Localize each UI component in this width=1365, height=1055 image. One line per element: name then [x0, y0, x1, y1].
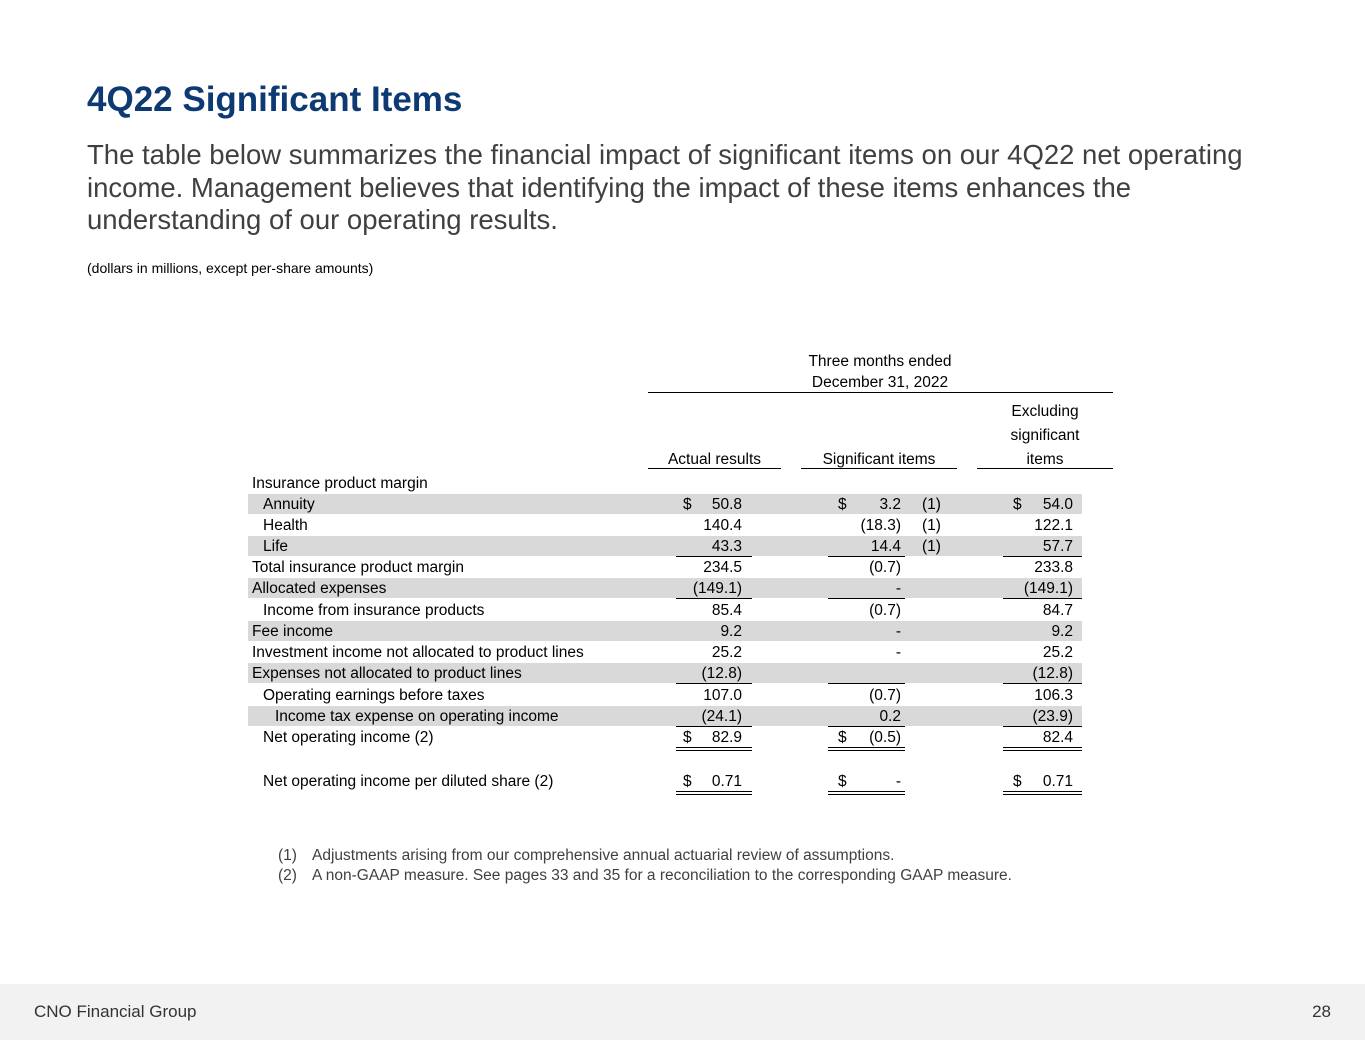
footer-bar — [0, 984, 1365, 1040]
dollar-sign: $ — [683, 773, 692, 790]
row-label: Investment income not allocated to product lines — [252, 644, 584, 661]
cell-value: 85.4 — [711, 602, 742, 619]
cell-value: 50.8 — [711, 496, 742, 513]
cell-value: (0.5) — [869, 729, 901, 746]
dollar-sign: $ — [683, 496, 692, 513]
footnote-marker: (1) — [922, 496, 941, 513]
section-label-insurance-margin: Insurance product margin — [252, 475, 428, 492]
footnote-number: (1) — [278, 847, 297, 864]
footer-page-number: 28 — [1312, 1002, 1331, 1021]
cell-underline — [676, 598, 752, 599]
cell-value: 3.2 — [879, 496, 901, 513]
footnote-marker: (1) — [922, 538, 941, 555]
dollar-sign: $ — [838, 496, 847, 513]
cell-value: (0.7) — [869, 687, 901, 704]
column-rule-significant — [801, 468, 957, 469]
row-label: Health — [263, 517, 308, 534]
cell-value: 0.71 — [1042, 773, 1073, 790]
footer-company: CNO Financial Group — [34, 1002, 197, 1021]
cell-value: - — [895, 580, 901, 597]
row-label: Annuity — [263, 496, 315, 513]
cell-value: - — [895, 773, 901, 790]
page-title: 4Q22 Significant Items — [87, 80, 463, 119]
footnote-text: A non-GAAP measure. See pages 33 and 35 for a reconciliation to the corresponding GAAP measure. — [312, 867, 1012, 884]
column-header-excluding-line3: items — [1026, 451, 1064, 468]
period-header-line1: Three months ended — [808, 353, 952, 370]
row-label: Net operating income (2) — [263, 729, 434, 746]
cell-value: 106.3 — [1034, 687, 1073, 704]
row-label: Expenses not allocated to product lines — [252, 665, 522, 682]
cell-value: (0.7) — [869, 559, 901, 576]
cell-value: (12.8) — [701, 665, 742, 682]
cell-value: 9.2 — [1051, 623, 1073, 640]
cell-underline — [828, 598, 905, 599]
cell-value: 107.0 — [703, 687, 742, 704]
period-header-rule — [648, 392, 1113, 393]
cell-value: (149.1) — [692, 580, 742, 597]
row-label: Total insurance product margin — [252, 559, 464, 576]
units-note: (dollars in millions, except per-share amounts) — [87, 260, 374, 276]
cell-value: 25.2 — [1042, 644, 1073, 661]
footnote-number: (2) — [278, 867, 297, 884]
row-label: Income from insurance products — [263, 602, 485, 619]
cell-double-underline — [676, 791, 752, 795]
cell-value: 234.5 — [703, 559, 742, 576]
cell-value: 57.7 — [1042, 538, 1073, 555]
cell-underline — [1003, 556, 1082, 557]
column-header-excluding-line1: Excluding — [1011, 403, 1079, 420]
row-label: Life — [263, 538, 288, 555]
cell-value: 233.8 — [1034, 559, 1073, 576]
cell-value: 9.2 — [720, 623, 742, 640]
cell-value: (24.1) — [701, 708, 742, 725]
cell-value: 82.4 — [1042, 729, 1073, 746]
page-subtitle: The table below summarizes the financial impact of significant items on our 4Q22 net operating income. Management believes that identifying the impact of these items enhances the understanding of our operating results. — [87, 139, 1243, 235]
row-label: Operating earnings before taxes — [263, 687, 485, 704]
cell-value: 43.3 — [711, 538, 742, 555]
cell-underline — [828, 726, 905, 727]
cell-value: 84.7 — [1042, 602, 1073, 619]
cell-value: (18.3) — [860, 517, 901, 534]
dollar-sign: $ — [838, 773, 847, 790]
column-rule-excluding — [977, 468, 1113, 469]
footnote-text: Adjustments arising from our comprehensive annual actuarial review of assumptions. — [312, 847, 895, 864]
cell-underline — [676, 726, 752, 727]
cell-value: 140.4 — [703, 517, 742, 534]
cell-double-underline — [1003, 747, 1082, 751]
column-header-excluding-line2: significant — [1010, 427, 1080, 444]
footnotes — [278, 846, 1012, 886]
row-label: Allocated expenses — [252, 580, 387, 597]
cell-value: 0.71 — [711, 773, 742, 790]
cell-value: 25.2 — [711, 644, 742, 661]
dollar-sign: $ — [683, 729, 692, 746]
cell-underline — [676, 556, 752, 557]
footnote-marker: (1) — [922, 517, 941, 534]
cell-value: 0.2 — [879, 708, 901, 725]
cell-underline — [1003, 683, 1082, 684]
footnote-1 — [278, 846, 1012, 866]
column-rule-actual — [648, 468, 781, 469]
dollar-sign: $ — [1013, 496, 1022, 513]
dollar-sign: $ — [1013, 773, 1022, 790]
cell-underline — [676, 683, 752, 684]
cell-value: - — [895, 623, 901, 640]
cell-double-underline — [676, 747, 752, 751]
cell-value: 122.1 — [1034, 517, 1073, 534]
cell-value: (149.1) — [1023, 580, 1073, 597]
cell-value: 82.9 — [711, 729, 742, 746]
row-label: Net operating income per diluted share (2) — [263, 773, 554, 790]
cell-value: 54.0 — [1042, 496, 1073, 513]
cell-value: 14.4 — [870, 538, 901, 555]
cell-double-underline — [828, 791, 905, 795]
row-label: Income tax expense on operating income — [275, 708, 559, 725]
footnote-2 — [278, 866, 1012, 886]
cell-double-underline — [828, 747, 905, 751]
dollar-sign: $ — [838, 729, 847, 746]
cell-underline — [828, 683, 905, 684]
cell-value: (12.8) — [1032, 665, 1073, 682]
cell-underline — [828, 556, 905, 557]
column-header-actual: Actual results — [667, 451, 762, 468]
cell-value: - — [895, 644, 901, 661]
column-header-significant: Significant items — [822, 451, 936, 468]
cell-value: (0.7) — [869, 602, 901, 619]
period-header-line2: December 31, 2022 — [811, 374, 949, 391]
cell-value: (23.9) — [1032, 708, 1073, 725]
row-label: Fee income — [252, 623, 333, 640]
cell-underline — [1003, 726, 1082, 727]
cell-double-underline — [1003, 791, 1082, 795]
cell-underline — [1003, 598, 1082, 599]
